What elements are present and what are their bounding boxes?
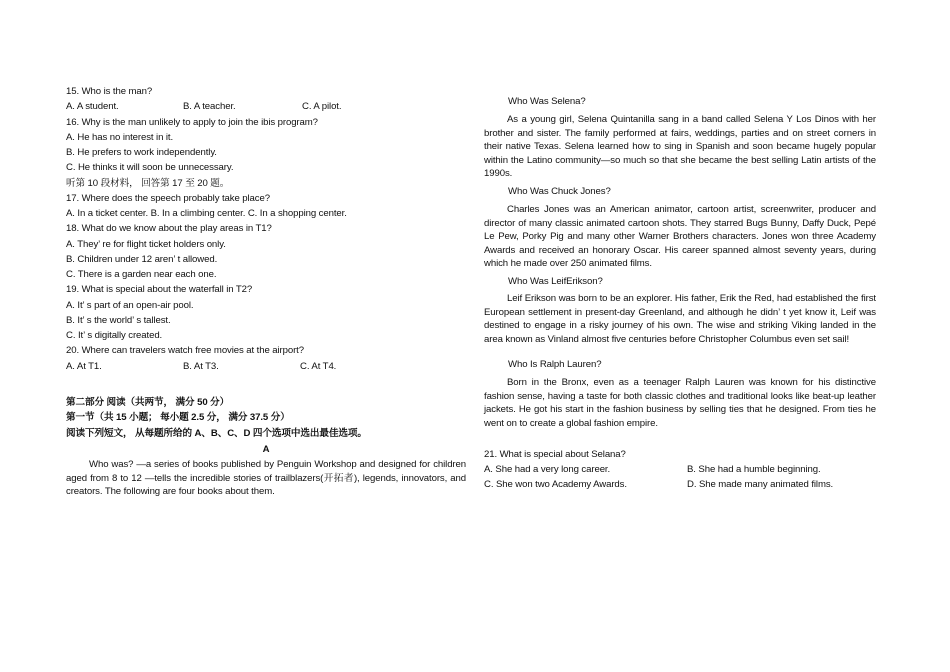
- q18-option-a[interactable]: A. They’ re for flight ticket holders only.: [66, 239, 226, 250]
- q19-option-b[interactable]: B. It’ s the world’ s tallest.: [66, 315, 171, 326]
- q19-option-c[interactable]: C. It’ s digitally created.: [66, 330, 163, 341]
- q15-option-a[interactable]: A. A student.: [66, 101, 119, 112]
- q20-option-c[interactable]: C. At T4.: [300, 361, 337, 372]
- q15-option-b[interactable]: B. A teacher.: [183, 101, 236, 112]
- q21-option-b[interactable]: B. She had a humble beginning.: [687, 464, 821, 475]
- q17-options[interactable]: A. In a ticket center. B. In a climbing center. C. In a shopping center.: [66, 208, 347, 219]
- heading-selena: Who Was Selena?: [508, 96, 586, 107]
- q20-stem: 20. Where can travelers watch free movies at the airport?: [66, 345, 304, 356]
- paragraph-ralph-lauren: [484, 376, 876, 430]
- part2-heading: 第二部分 阅读（共两节， 满分 50 分）: [66, 397, 230, 408]
- q16-option-b[interactable]: B. He prefers to work independently.: [66, 147, 217, 158]
- q15-stem: 15. Who is the man?: [66, 86, 153, 97]
- q16-option-c[interactable]: C. He thinks it will soon be unnecessary.: [66, 162, 234, 173]
- section1-heading: 第一节（共 15 小题； 每小题 2.5 分， 满分 37.5 分）: [66, 412, 290, 423]
- q21-stem: 21. What is special about Selana?: [484, 449, 626, 460]
- q21-option-c[interactable]: C. She won two Academy Awards.: [484, 479, 627, 490]
- q18-option-b[interactable]: B. Children under 12 aren’ t allowed.: [66, 254, 218, 265]
- paragraph-selena-text: As a young girl, Selena Quintanilla sang in a band called Selena Y Los Dinos with her brother and sister. The family performed at fairs, weddings, parties and on street corners in their native Texas. Selena learned how to sing in Spanish and soon became hugely popular within the Latino community—so much so that she became the best selling Latin artists of the 1990s.: [484, 114, 876, 180]
- paragraph-leif-erikson: [484, 292, 876, 346]
- heading-leif-erikson: Who Was LeifErikson?: [508, 276, 603, 287]
- q16-stem: 16. Why is the man unlikely to apply to join the ibis program?: [66, 117, 318, 128]
- q18-stem: 18. What do we know about the play areas in T1?: [66, 223, 272, 234]
- q19-stem: 19. What is special about the waterfall in T2?: [66, 284, 253, 295]
- passage-label: A: [262, 444, 270, 455]
- q21-option-a[interactable]: A. She had a very long career.: [484, 464, 611, 475]
- q16-option-a[interactable]: A. He has no interest in it.: [66, 132, 174, 143]
- q17-stem: 17. Where does the speech probably take place?: [66, 193, 270, 204]
- paragraph-chuck-jones: [484, 203, 876, 271]
- intro-paragraph: [66, 458, 466, 499]
- paragraph-ralph-lauren-text: Born in the Bronx, even as a teenager Ralph Lauren was known for his distinctive fashion sense, having a taste for both classic clothes and traditional looks like beat-up leather jackets. He got his start in the fashion business by selling ties that he designed. From ties he went on to create a global fashion empire.: [484, 377, 876, 429]
- intro-text: Who was? —a series of books published by Penguin Workshop and designed for children aged from 8 to 12 —tells the incredible stories of trailblazers(开拓者), legends, innovators, and creators. The following are four books about them.: [66, 459, 466, 498]
- q19-option-a[interactable]: A. It’ s part of an open-air pool.: [66, 300, 194, 311]
- paragraph-leif-erikson-text: Leif Erikson was born to be an explorer. His father, Erik the Red, had established the first European settlement in present-day Greenland, and although he didn’ t yet know it, Leif was destined to engage in a risky journey of his own. The wise and striking Viking landed in the area known as Vinland almost five centuries before Christopher Columbus even set sail!: [484, 293, 876, 345]
- paragraph-chuck-jones-text: Charles Jones was an American animator, cartoon artist, screenwriter, producer and director of many classic animated cartoon shots. They starred Bugs Bunny, Daffy Duck, Pepé Le Pew, Porky Pig and many other Warner Brothers characters. Jones won three Academy Awards and received an honorary Oscar. His career spanned almost seventy years, during which he made over 250 animated films.: [484, 204, 876, 270]
- q15-option-c[interactable]: C. A pilot.: [302, 101, 342, 112]
- q21-option-d[interactable]: D. She made many animated films.: [687, 479, 834, 490]
- heading-ralph-lauren: Who Is Ralph Lauren?: [508, 359, 602, 370]
- q20-option-b[interactable]: B. At T3.: [183, 361, 219, 372]
- q20-option-a[interactable]: A. At T1.: [66, 361, 102, 372]
- heading-chuck-jones: Who Was Chuck Jones?: [508, 186, 611, 197]
- reading-directions: 阅读下列短文， 从每题所给的 A、B、C、D 四个选项中选出最佳选项。: [66, 428, 367, 439]
- q18-option-c[interactable]: C. There is a garden near each one.: [66, 269, 217, 280]
- listening-instruction: 听第 10 段材料， 回答第 17 至 20 题。: [66, 178, 230, 189]
- paragraph-selena: [484, 113, 876, 181]
